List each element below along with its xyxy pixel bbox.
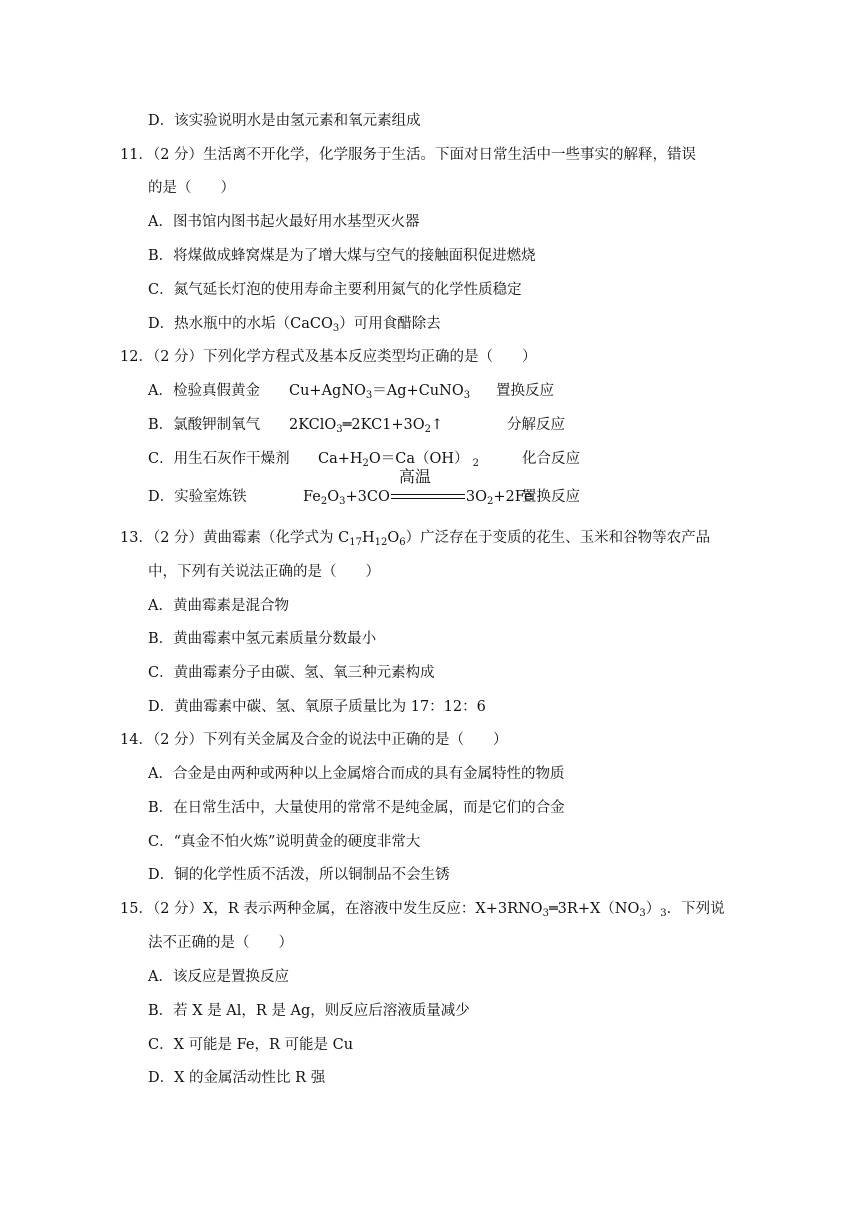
q12-option-c-label: C．用生石灰作干燥剂 [148, 451, 290, 467]
q12-option-a-label: A．检验真假黄金 [148, 383, 260, 399]
q12-option-b-equation: $2KClO_3═2KC1+3O_2↑$ [289, 417, 444, 435]
q12-stem: 12．（2 分）下列化学方程式及基本反应类型均正确的是（ ） [120, 349, 537, 365]
q13-stem-line2: 中，下列有关说法正确的是（ ） [148, 564, 380, 580]
q15-option-a: A．该反应是置换反应 [148, 969, 289, 985]
q15-option-d: D．X 的金属活动性比 R 强 [148, 1070, 326, 1086]
q12-option-c-equation: $Ca+H_2O=Ca(OH)$ $_2$ [318, 451, 479, 469]
q14-stem: 14．（2 分）下列有关金属及合金的说法中正确的是（ ） [120, 732, 508, 748]
q13-option-d: D．黄曲霉素中碳、氢、氧原子质量比为 17：12：6 [148, 699, 486, 715]
q15-stem-line2: 法不正确的是（ ） [148, 935, 293, 951]
q11-stem-line1: 11．（2 分）生活离不开化学，化学服务于生活。下面对日常生活中一些事实的解释，错误 [120, 147, 697, 163]
q12-option-b-label: B．氯酸钾制氧气 [148, 417, 261, 433]
q13-option-c: C．黄曲霉素分子由碳、氢、氧三种元素构成 [148, 665, 435, 681]
reaction-condition: 高温 [398, 467, 431, 486]
q10-option-d: D．该实验说明水是由氢元素和氧元素组成 [148, 113, 421, 129]
q11-option-a: A．图书馆内图书起火最好用水基型灭火器 [148, 214, 420, 230]
q13-stem-line1: 13．（2 分）黄曲霉素（化学式为 $C_{17}H_{12}O_6$）广泛存在于变质的花生、玉米和谷物等农产品 [120, 530, 711, 548]
q12-option-a-type: 置换反应 [496, 383, 554, 399]
q12-option-d-label: D．实验室炼铁 [148, 489, 247, 505]
q14-option-d: D．铜的化学性质不活泼，所以铜制品不会生锈 [148, 867, 450, 883]
q14-option-b: B．在日常生活中，大量使用的常常不是纯金属，而是它们的合金 [148, 800, 565, 816]
q11-stem-line2: 的是（ ） [148, 180, 235, 196]
q12-option-b-type: 分解反应 [507, 417, 565, 433]
q12-option-d-type: 置换反应 [522, 489, 580, 505]
q15-option-c: C．X 可能是 Fe，R 可能是 Cu [148, 1037, 354, 1053]
q11-option-b: B．将煤做成蜂窝煤是为了增大煤与空气的接触面积促进燃烧 [148, 248, 536, 264]
q13-option-b: B．黄曲霉素中氢元素质量分数最小 [148, 631, 377, 647]
q12-option-a-equation: Cu+AgNO$_3$＝Ag+CuNO$_3$ [289, 383, 471, 401]
q12-option-c-type: 化合反应 [522, 451, 580, 467]
q13-option-a: A．黄曲霉素是混合物 [148, 598, 289, 614]
q14-option-c: C．“真金不怕火炼”说明黄金的硬度非常大 [148, 834, 421, 850]
q14-option-a: A．合金是由两种或两种以上金属熔合而成的具有金属特性的物质 [148, 766, 565, 782]
q12-option-d-equation: $Fe_2O_3+3CO$ 高温 $3O_2+2Fe$ [303, 467, 533, 507]
q15-stem-line1: 15．（2 分）X，R 表示两种金属，在溶液中发生反应：$X+3RNO_3═3R+X(NO_3)_3$．下列说 [120, 901, 725, 919]
q11-option-c: C．氮气延长灯泡的使用寿命主要利用氮气的化学性质稳定 [148, 282, 522, 298]
q11-option-d: D．热水瓶中的水垢（CaCO$_3$）可用食醋除去 [148, 316, 441, 334]
q15-option-b: B．若 X 是 Al，R 是 Ag，则反应后溶液质量减少 [148, 1003, 470, 1019]
high-temp-equals-sign [391, 467, 465, 504]
